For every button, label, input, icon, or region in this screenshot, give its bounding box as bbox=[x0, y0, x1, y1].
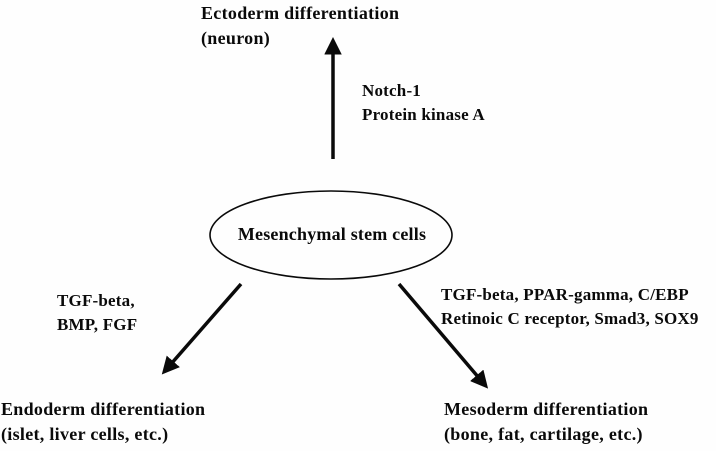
endoderm-factor-line-2: BMP, FGF bbox=[57, 315, 138, 334]
mesoderm-label bbox=[444, 397, 648, 447]
mesoderm-factor-line-1: TGF-beta, PPAR-gamma, C/EBP bbox=[441, 285, 689, 304]
ectoderm-factors bbox=[362, 79, 485, 127]
ectoderm-label bbox=[201, 1, 399, 51]
ectoderm-subtitle: (neuron) bbox=[201, 28, 271, 48]
mesoderm-factors bbox=[441, 283, 699, 331]
mesoderm-subtitle: (bone, fat, cartilage, etc.) bbox=[444, 424, 643, 444]
arrow-to-endoderm bbox=[171, 284, 241, 364]
endoderm-factors bbox=[57, 289, 137, 337]
ectoderm-title: Ectoderm differentiation bbox=[201, 3, 400, 23]
endoderm-label bbox=[1, 397, 205, 447]
ectoderm-factor-line-2: Protein kinase A bbox=[362, 105, 485, 124]
endoderm-subtitle: (islet, liver cells, etc.) bbox=[1, 424, 169, 444]
endoderm-title: Endoderm differentiation bbox=[1, 399, 206, 419]
ectoderm-factor-line-1: Notch-1 bbox=[362, 81, 421, 100]
center-node-label: Mesenchymal stem cells bbox=[237, 224, 427, 244]
mesoderm-factor-line-2: Retinoic C receptor, Smad3, SOX9 bbox=[441, 309, 699, 328]
endoderm-factor-line-1: TGF-beta, bbox=[57, 291, 135, 310]
mesoderm-title: Mesoderm differentiation bbox=[444, 399, 649, 419]
